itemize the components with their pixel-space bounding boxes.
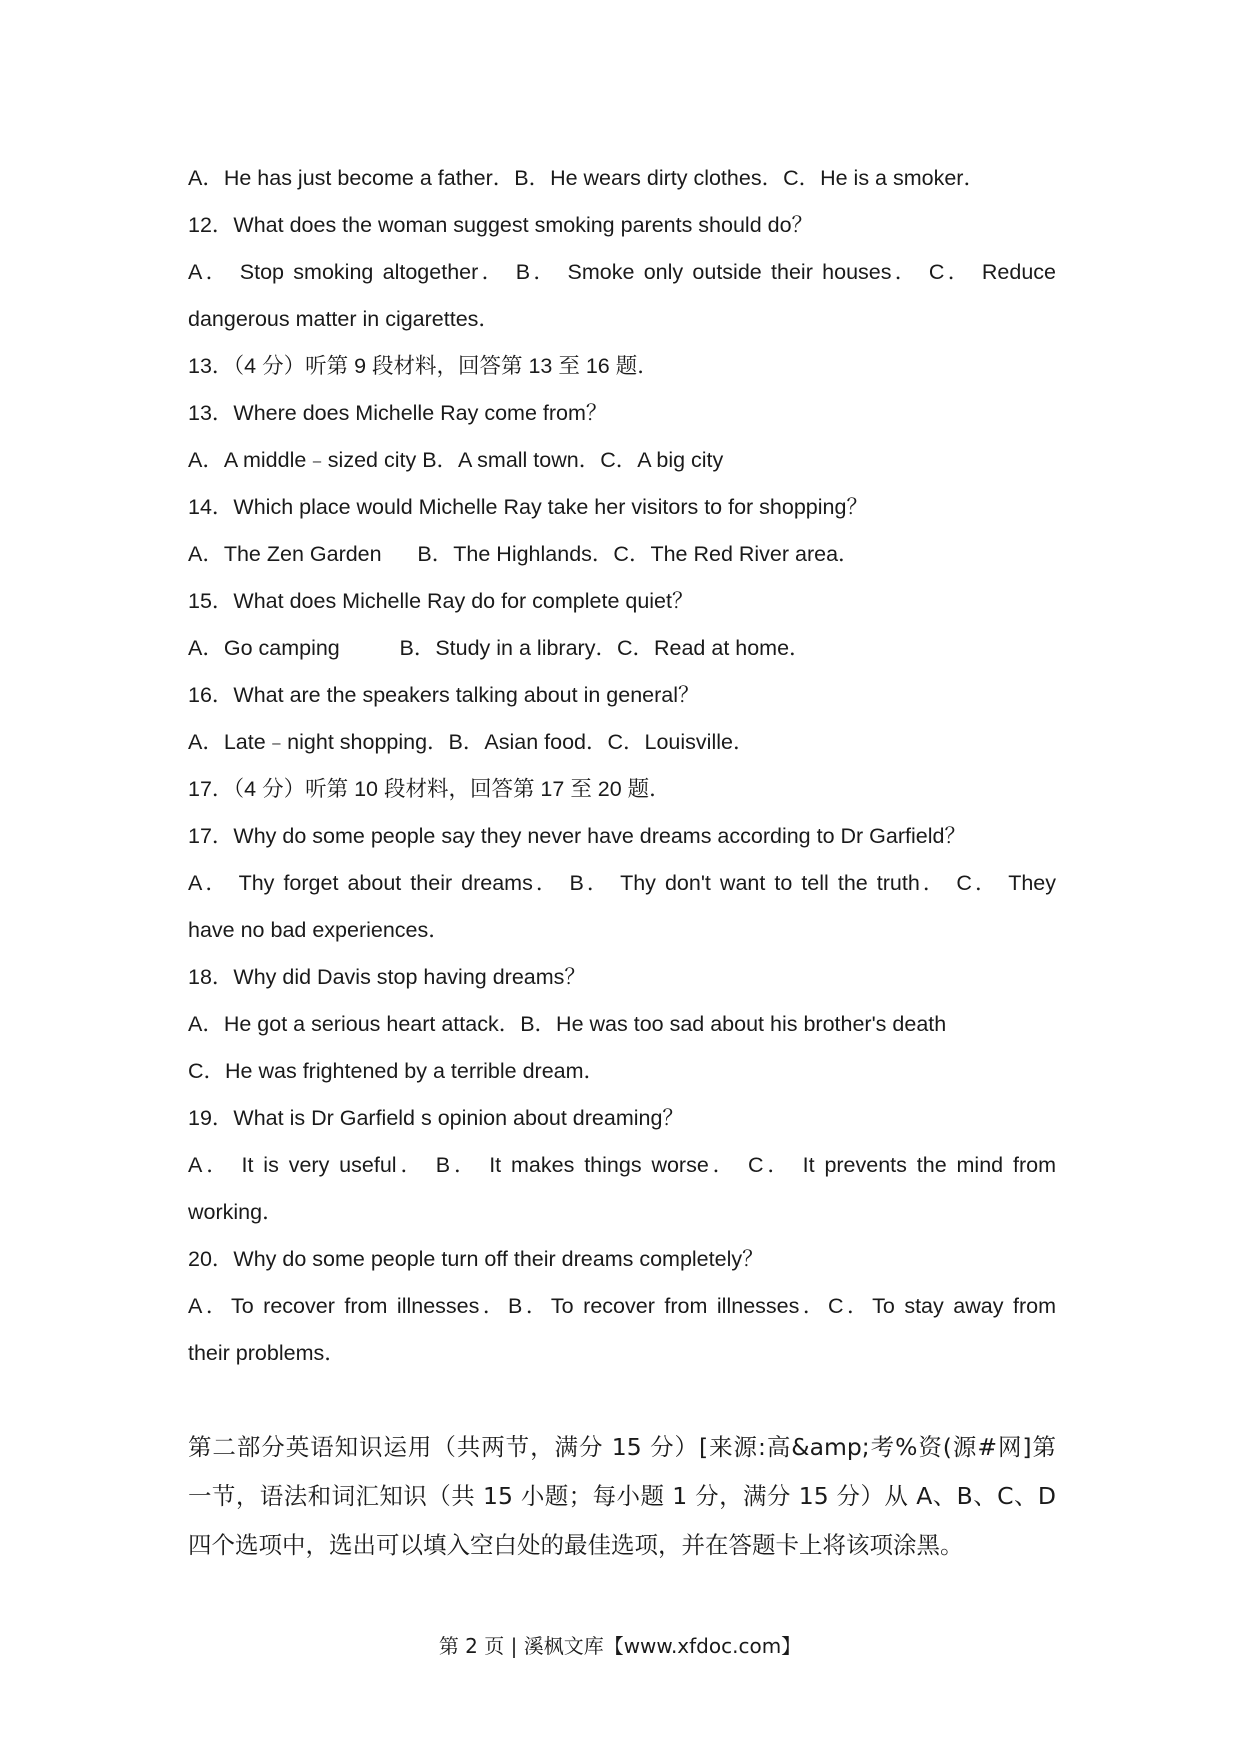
section2-line2: 一节，语法和词汇知识（共 15 小题；每小题 1 分，满分 15 分）从 A、B、C、D [188,1482,1056,1510]
q17-question: 17．Why do some people say they never have dreams according to Dr Garfield？ [188,824,966,848]
q20-options-line1: A．To recover from illnesses．B．To recover from illnesses．C．To stay away from [188,1294,1056,1318]
q16-question: 16．What are the speakers talking about in general？ [188,683,700,707]
q11-options: A．He has just become a father．B．He wears dirty clothes．C．He is a smoker． [188,166,985,190]
q17-options-line2: have no bad experiences． [188,918,450,942]
q14-question: 14．Which place would Michelle Ray take her visitors to for shopping？ [188,495,868,519]
exam-content [188,155,1056,1570]
q16-options: A．Late﹣night shopping．B．Asian food．C．Louisville． [188,730,755,754]
q13-question: 13．Where does Michelle Ray come from？ [188,401,608,425]
section2-line1: 第二部分英语知识运用（共两节，满分 15 分）[来源:高&amp;考%资(源#网]第 [188,1433,1056,1461]
q18-question: 18．Why did Davis stop having dreams？ [188,965,586,989]
q19-question: 19．What is Dr Garfield s opinion about dreaming？ [188,1106,684,1130]
q20-options-line2: their problems． [188,1341,346,1365]
page-footer: 第 2 页 | 溪枫文库【www.xfdoc.com】 [438,1634,802,1658]
q19-options-line1: A． It is very useful． B． It makes things worse． C． It prevents the mind from [188,1153,1056,1177]
q13-options: A．A middle﹣sized city B．A small town．C．A big city [188,448,724,472]
section-gap [188,1377,1056,1423]
q19-options-line2: working． [188,1200,284,1224]
q15-options: A．Go camping B．Study in a library．C．Read at home． [188,636,811,660]
q14-options: A．The Zen Garden B．The Highlands．C．The Red River area． [188,542,860,566]
q15-question: 15．What does Michelle Ray do for complete quiet？ [188,589,694,613]
section-17-instruction: 17．（4 分）听第 10 段材料，回答第 17 至 20 题． [188,777,671,801]
section2-line3: 四个选项中，选出可以填入空白处的最佳选项，并在答题卡上将该项涂黑。 [188,1531,964,1559]
section-13-instruction: 13．（4 分）听第 9 段材料，回答第 13 至 16 题． [188,354,659,378]
q12-options-line2: dangerous matter in cigarettes． [188,307,500,331]
q12-question: 12．What does the woman suggest smoking parents should do？ [188,213,814,237]
q20-question: 20．Why do some people turn off their dreams completely？ [188,1247,764,1271]
q18-options-line1: A．He got a serious heart attack．B．He was too sad about his brother's death [188,1012,947,1036]
q17-options-line1: A． Thy forget about their dreams． B． Thy don't want to tell the truth． C． They [188,871,1056,895]
q12-options-line1: A． Stop smoking altogether． B． Smoke only outside their houses． C． Reduce [188,260,1056,284]
q18-options-line2: C．He was frightened by a terrible dream． [188,1059,606,1083]
